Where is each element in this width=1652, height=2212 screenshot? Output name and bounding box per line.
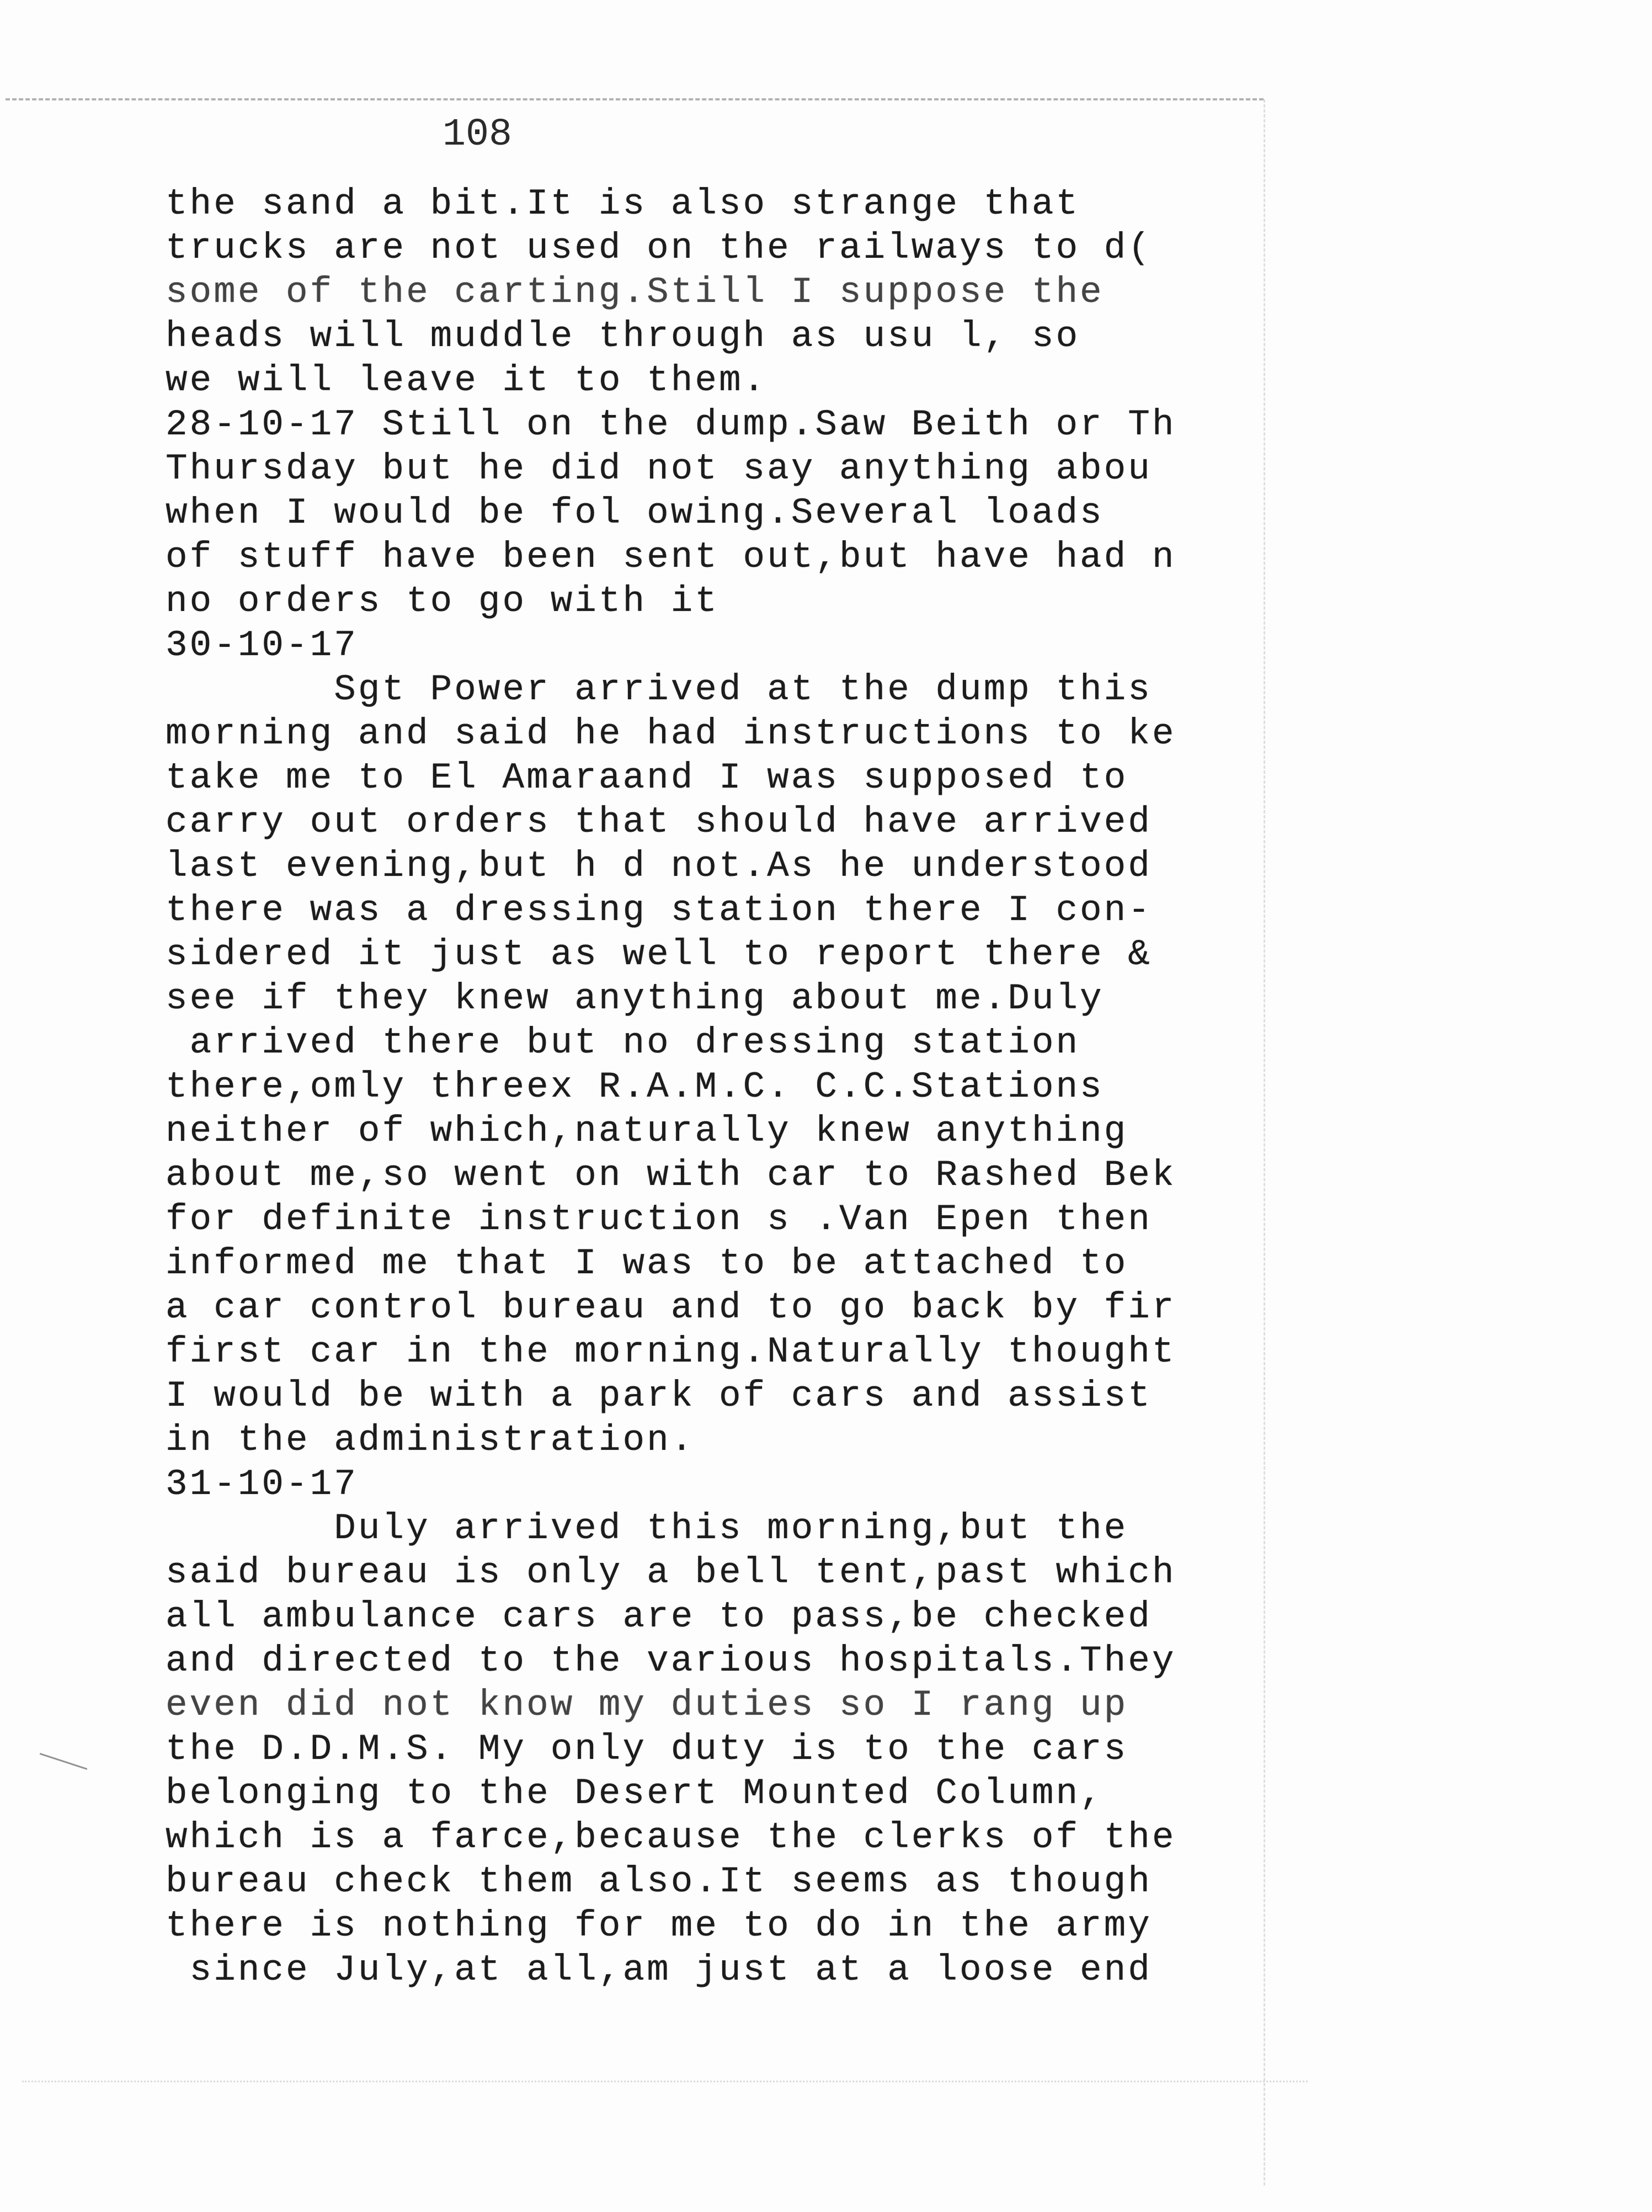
text-line: about me,so went on with car to Rashed Bek [166,1155,1176,1196]
text-line: first car in the morning.Naturally thought [166,1331,1176,1373]
text-line: bureau check them also.It seems as though [166,1861,1152,1902]
text-line: morning and said he had instructions to ke [166,713,1176,754]
text-line: informed me that I was to be attached to [166,1243,1128,1284]
text-line: 28-10-17 Still on the dump.Saw Beith or Th [166,404,1176,445]
text-line: neither of which,naturally knew anything [166,1110,1128,1152]
text-line: in the administration. [166,1419,695,1461]
text-line: Thursday but he did not say anything abou [166,448,1152,490]
text-line: all ambulance cars are to pass,be checked [166,1596,1152,1637]
typed-text-body [166,182,1324,1992]
text-line: belonging to the Desert Mounted Column, [166,1773,1104,1814]
text-line: there,omly threex R.A.M.C. C.C.Stations [166,1066,1104,1108]
text-line: take me to El Amaraand I was supposed to [166,757,1128,799]
text-line: some of the carting.Still I suppose the [166,272,1104,313]
text-line: heads will muddle through as usu l, so [166,316,1080,357]
text-line: carry out orders that should have arrived [166,801,1152,843]
text-line: when I would be fol owing.Several loads [166,492,1104,534]
page-bottom-edge [22,2081,1308,2082]
diary-date: 30-10-17 [166,625,358,666]
text-line: last evening,but h d not.As he understood [166,846,1152,887]
text-line: which is a farce,because the clerks of the [166,1817,1176,1858]
text-line: no orders to go with it [166,581,719,622]
text-line: said bureau is only a bell tent,past which [166,1552,1176,1593]
text-line: of stuff have been sent out,but have had n [166,536,1176,578]
text-line: trucks are not used on the railways to d( [166,227,1152,269]
text-line: the sand a bit.It is also strange that [166,183,1080,225]
page-top-edge [6,98,1264,100]
text-line: there is nothing for me to do in the army [166,1905,1152,1947]
text-line: since July,at all,am just at a loose end [166,1949,1152,1991]
diary-date: 31-10-17 [166,1464,358,1505]
text-line: sidered it just as well to report there & [166,934,1152,975]
text-line: see if they knew anything about me.Duly [166,978,1104,1019]
margin-mark [40,1753,88,1770]
text-line: Sgt Power arrived at the dump this [166,669,1152,710]
text-line: I would be with a park of cars and assist [166,1375,1152,1417]
text-line: a car control bureau and to go back by fir [166,1287,1176,1328]
text-line: for definite instruction s .Van Epen then [166,1199,1152,1240]
text-line: the D.D.M.S. My only duty is to the cars [166,1729,1128,1770]
text-line: even did not know my duties so I rang up [166,1684,1128,1726]
text-line: Duly arrived this morning,but the [166,1508,1128,1549]
text-line: and directed to the various hospitals.They [166,1640,1176,1682]
text-line: there was a dressing station there I con- [166,890,1152,931]
text-line: arrived there but no dressing station [166,1022,1080,1064]
text-line: we will leave it to them. [166,360,768,401]
page-number: 108 [443,113,513,157]
